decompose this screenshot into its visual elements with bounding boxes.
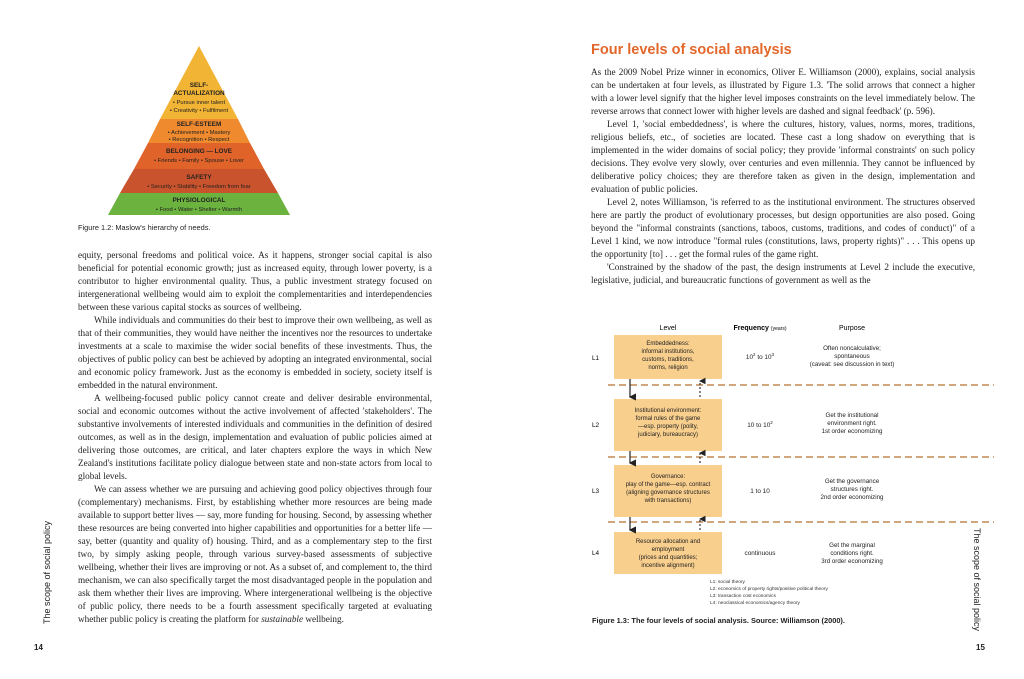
left-page-number: 14 bbox=[34, 643, 43, 652]
figure-1-3-caption-text: Figure 1.3: The four levels of social analysis. Source: Williamson (2000). bbox=[592, 616, 845, 625]
legend-l1: L1: social theory bbox=[710, 580, 745, 585]
l1-box-line-4: norms, religion bbox=[648, 365, 688, 371]
l1-frequency bbox=[746, 352, 775, 361]
four-levels-diagram bbox=[580, 317, 1000, 613]
l4-frequency: continuous bbox=[744, 550, 776, 557]
pyramid-detail-5: • Food • Water • Shelter • Warmth bbox=[155, 207, 243, 213]
pyramid-detail-2b: • Recognition • Respect bbox=[168, 137, 230, 143]
pyramid-detail-3: • Friends • Family • Spouse • Lover bbox=[154, 158, 244, 164]
right-running-head-text: The scope of social policy bbox=[972, 528, 982, 632]
l2-purpose-line-2: environment right. bbox=[827, 420, 877, 427]
l2-box-line-1: Institutional environment: bbox=[634, 408, 702, 414]
right-paragraph-2: Level 1, 'social embeddedness', is where the cultures, history, values, norms, mores, traditions, religious beliefs, etc., of societies are located. These cast a long shadow on everything that is implemented in the wider domains of social policy; they provide 'informal constraints' on such policy decisions. They evolve very slowly, over centuries and even millennia. They cannot be influenced by deliberative policy choices; they are therefore taken as given in the design, implementation and evaluation of public policies. bbox=[591, 119, 975, 194]
row-label-l2: L2 bbox=[592, 422, 600, 429]
figure-1-3-caption bbox=[592, 616, 972, 625]
l1-frequency-exp: 2 bbox=[753, 352, 756, 357]
l4-box-line-2: employment bbox=[651, 547, 685, 553]
maslow-pyramid bbox=[78, 45, 320, 217]
l3-box-line-1: Governance: bbox=[650, 474, 686, 480]
l2-frequency bbox=[747, 420, 773, 429]
left-paragraph-1: equity, personal freedoms and political voice. As it happens, stronger social capital is also beneficial for potential economic growth; just as increased equity, through lower poverty, is a contributor to higher environmental quality. Thus, a public investment strategy focused on intergenerational wellbeing would aim to exploit the complementarities and interdependencies between these various capital stocks as sources of wellbeing. bbox=[78, 250, 432, 312]
l4-purpose-line-3: 3rd order economizing bbox=[821, 558, 883, 565]
right-page-number: 15 bbox=[976, 643, 985, 652]
pyramid-title-2: SELF-ESTEEM bbox=[176, 121, 222, 128]
l2-frequency-exp: 2 bbox=[770, 420, 773, 425]
left-paragraph-3: A wellbeing-focused public policy cannot create and deliver desirable environmental, social and economic outcomes without the active involvement of affected 'stakeholders'. The substantive involvements of interested individuals and communities in the definition of desired outcomes, as well as in the design, implementation and evaluation of public policies aimed at delivering those outcomes, are critical, and later chapters explore the ways in which New Zealand's institutions facilitate policy dialogue between state and non-state actors from local to global levels. bbox=[78, 393, 432, 481]
l1-frequency-mid: to 10 bbox=[755, 354, 772, 361]
figure-1-2-caption bbox=[78, 223, 378, 232]
left-paragraph-4-text: We can assess whether we are pursuing and achieving good policy objectives through four (complementary) mechanisms. First, by establishing whether more resources are being made available to support better lives — say, more funding for housing. Second, by assessing whether these resources are being converted into higher capabilities and opportunities for a better life — say, better (quantity and quality of) housing. Third, and as a complementary step to the first two, by simply asking people, through various survey-based assessments of subjective wellbeing, whether their lives are improving or not. As a subset of, and complement to, the third mechanism, we can also specifically target the most disadvantaged people in the population and ask them whether their lives are improving. Where intergenerational wellbeing is the objective of public policy, there needs to be a fourth assessment specifically targeted at evaluating whether public policy is creating the platform for bbox=[78, 484, 432, 624]
l1-frequency-base: 10 bbox=[745, 354, 754, 361]
l2-box-line-3: —esp. property (polity, bbox=[638, 424, 698, 430]
l3-purpose-line-3: 2nd order economizing bbox=[820, 494, 884, 501]
l3-purpose-line-2: structures right. bbox=[830, 486, 874, 493]
l4-purpose-line-1: Get the marginal bbox=[829, 542, 875, 549]
l1-box-line-2: informal institutions, bbox=[641, 349, 695, 355]
left-paragraph-4-tail: wellbeing. bbox=[303, 614, 344, 624]
l4-box-line-3: (prices and quantities; bbox=[638, 555, 698, 561]
header-purpose: Purpose bbox=[838, 325, 866, 332]
right-paragraph-3: Level 2, notes Williamson, 'is referred to as the institutional environment. The structures observed here are partly the product of evolutionary processes, but design opportunities are also posed. Going beyond the "informal constraints (sanctions, taboos, customs, traditions, and codes of conduct)" of a Level 1 kind, we now introduce "formal rules (constitutions, laws, property rights)" . . . This opens up the opportunity [to] . . . get the formal rules of the game right. bbox=[591, 197, 975, 259]
pyramid-title-3: BELONGING — LOVE bbox=[165, 148, 233, 155]
section-heading: Four levels of social analysis bbox=[591, 42, 792, 58]
left-paragraph-4-italic: sustainable bbox=[261, 614, 304, 624]
l1-purpose-line-3: (caveat: see discussion in text) bbox=[809, 361, 895, 368]
right-paragraph-4: 'Constrained by the shadow of the past, the design instruments at Level 2 include the executive, legislative, judicial, and bureaucratic functions of government as well as the bbox=[591, 262, 975, 285]
l2-purpose-line-3: 1st order economizing bbox=[821, 428, 883, 435]
pyramid-title-5: PHYSIOLOGICAL bbox=[172, 197, 226, 204]
l4-purpose-line-2: conditions right. bbox=[830, 550, 874, 557]
l4-box-line-1: Resource allocation and bbox=[635, 539, 701, 545]
legend-l3: L3: transaction cost economics bbox=[710, 594, 776, 599]
left-paragraph-2: While individuals and communities do their best to improve their own wellbeing, as well as that of their communities, they would have neither the incentives nor the resources to undertake investments at a scale to maximise the wider social benefits of these investments. Thus, the objectives of public policy can best be achieved by adopting an integrated environmental, social and economic policy framework. Just as the economy is embedded in society, society itself is embedded in the natural environment. bbox=[78, 315, 432, 390]
pyramid-detail-1a: • Pursue inner talent bbox=[172, 100, 226, 106]
pyramid-title-4: SAFETY bbox=[186, 174, 212, 181]
l3-box-line-4: with transactions) bbox=[644, 498, 692, 504]
row-label-l1: L1 bbox=[592, 355, 600, 362]
l1-box-line-3: customs, traditions, bbox=[642, 357, 694, 363]
l2-box-line-4: judiciary, bureaucracy) bbox=[638, 432, 698, 438]
right-running-head bbox=[972, 528, 982, 631]
pyramid-title-1b: ACTUALIZATION bbox=[173, 90, 225, 97]
header-frequency-label: Frequency bbox=[733, 325, 769, 332]
l4-box-line-4: incentive alignment) bbox=[641, 563, 695, 569]
pyramid-detail-1b: • Creativity • Fulfilment bbox=[169, 108, 229, 114]
right-paragraph-1: As the 2009 Nobel Prize winner in economics, Oliver E. Williamson (2000), explains, social analysis can be undertaken at four levels, as illustrated by Figure 1.3. 'The solid arrows that connect a higher with a lower level signify that the higher level imposes constraints on the level immediately below. The reverse arrows that connect lower with higher levels are dashed and signal feedback' (p. 596). bbox=[591, 67, 975, 116]
row-label-l3: L3 bbox=[592, 488, 600, 495]
l2-purpose-line-1: Get the institutional bbox=[825, 412, 879, 419]
left-running-head bbox=[42, 521, 52, 624]
header-frequency bbox=[734, 325, 787, 332]
legend-l4: L4: neoclassical economics/agency theory bbox=[710, 601, 800, 606]
left-body-text bbox=[78, 249, 432, 626]
header-frequency-unit: (years) bbox=[770, 326, 787, 332]
header-level: Level bbox=[659, 325, 677, 332]
pyramid-title-1a: SELF- bbox=[189, 82, 209, 89]
l3-purpose-line-1: Get the governance bbox=[824, 478, 880, 485]
l3-frequency: 1 to 10 bbox=[750, 488, 770, 495]
legend-l2: L2: economics of property rights/positive political theory bbox=[710, 587, 828, 592]
left-paragraph-4 bbox=[78, 483, 432, 626]
right-page bbox=[512, 0, 1024, 679]
l3-box-line-3: (aligning governance structures bbox=[626, 490, 710, 496]
l1-frequency-exp2: 3 bbox=[771, 352, 775, 357]
left-running-head-text: The scope of social policy bbox=[42, 520, 52, 624]
pyramid-detail-2a: • Achievement • Mastery bbox=[167, 130, 231, 136]
row-label-l4: L4 bbox=[592, 550, 600, 557]
l1-purpose-line-1: Often noncalculative; bbox=[823, 345, 881, 352]
pyramid-level-belonging bbox=[134, 143, 264, 169]
pyramid-detail-4: • Security • Stability • Freedom from fear bbox=[147, 184, 251, 190]
right-body-text bbox=[591, 66, 975, 287]
l3-box-line-2: play of the game—esp. contract bbox=[625, 482, 711, 488]
l1-box-line-1: Embeddedness: bbox=[646, 341, 690, 347]
figure-1-2-caption-text: Figure 1.2: Maslow's hierarchy of needs. bbox=[78, 223, 211, 232]
l2-box-line-2: formal rules of the game bbox=[635, 416, 701, 422]
l2-frequency-base: 10 to 10 bbox=[747, 422, 771, 429]
l1-purpose-line-2: spontaneous bbox=[834, 353, 870, 360]
